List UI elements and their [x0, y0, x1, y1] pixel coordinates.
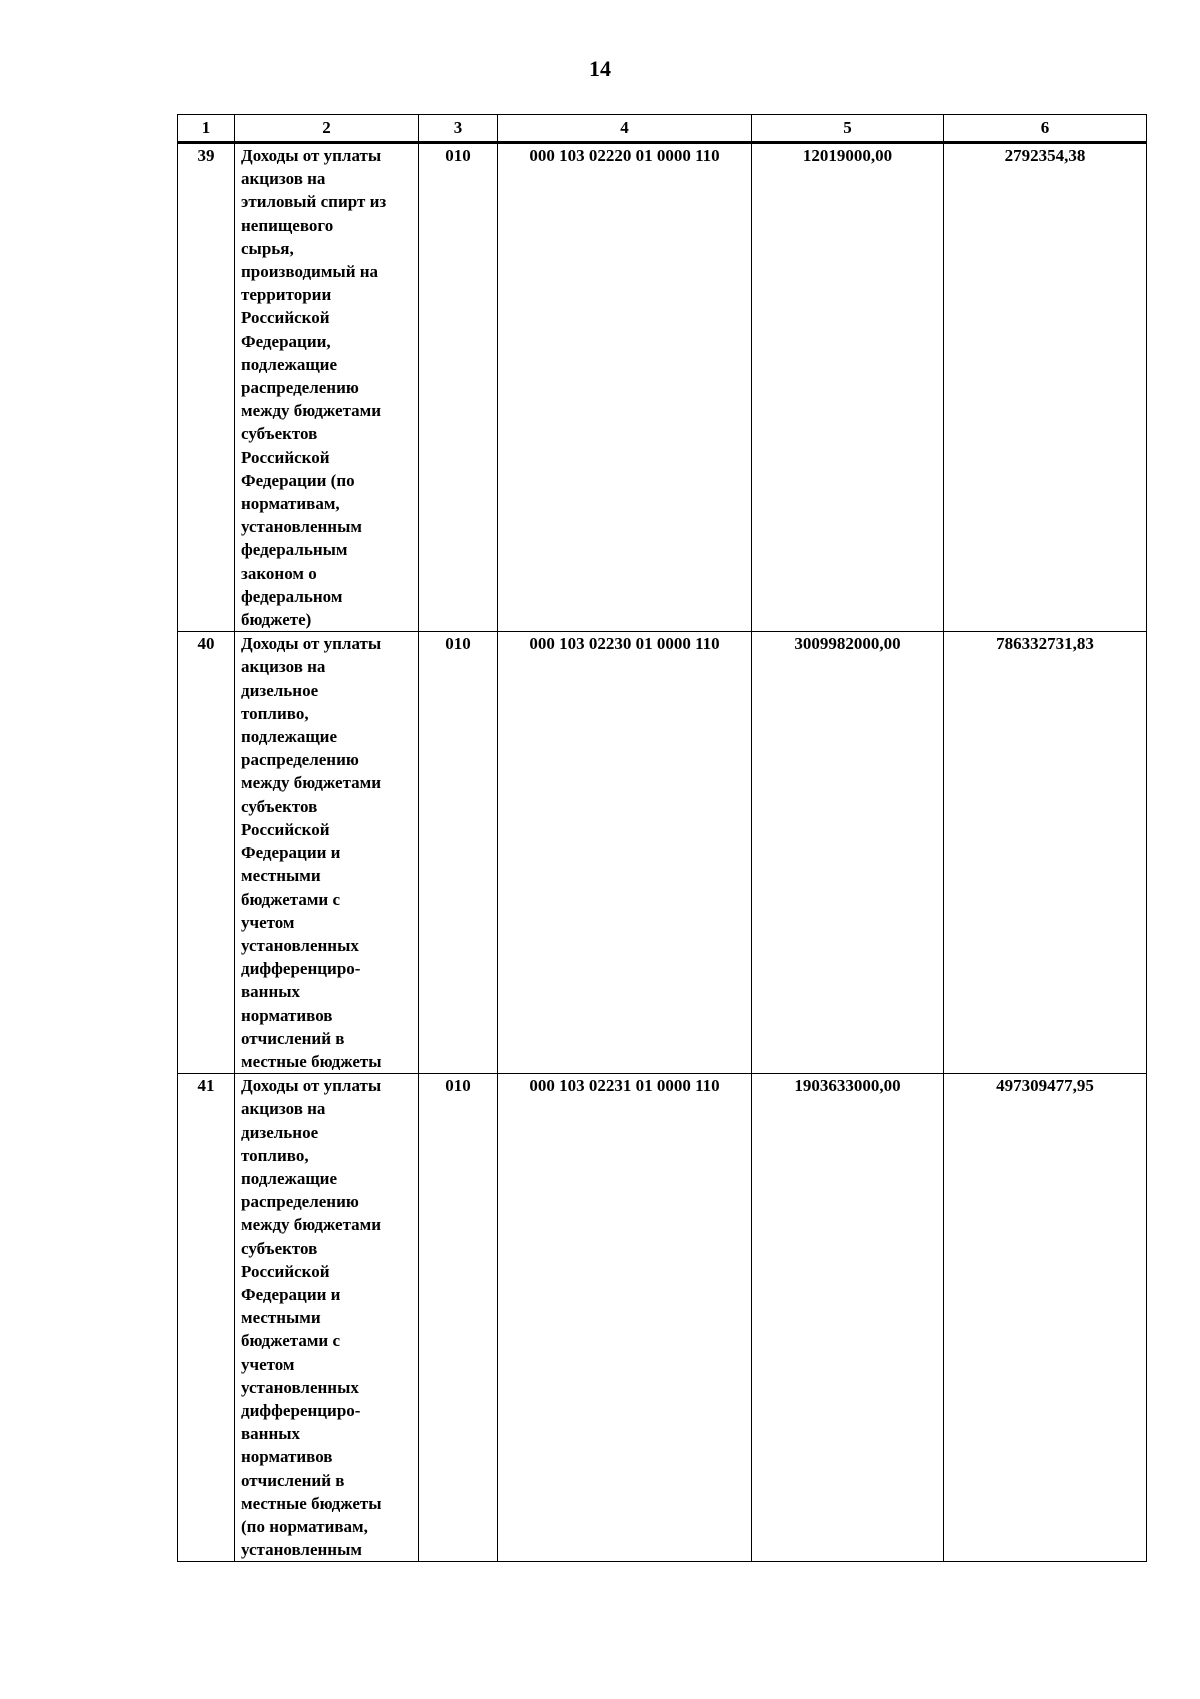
description-line: установленных: [241, 935, 359, 955]
description-line: подлежащие: [241, 1168, 338, 1188]
description-line: местные бюджеты: [241, 1051, 382, 1071]
column-header-6: 6: [944, 115, 1147, 143]
row-number: 39: [178, 143, 235, 632]
row-classification-code: 000 103 02230 01 0000 110: [498, 632, 752, 1074]
description-line: установленных: [241, 1377, 359, 1397]
row-classification-code: 000 103 02231 01 0000 110: [498, 1074, 752, 1562]
description-line: Федерации (по: [241, 470, 355, 490]
description-line: бюджете): [241, 610, 312, 630]
table-row: [178, 1074, 1147, 1562]
description-line: территории: [241, 285, 332, 305]
description-line: нормативов: [241, 1005, 333, 1025]
description-line: акцизов на: [241, 1099, 326, 1119]
description-line: учетом: [241, 1354, 295, 1374]
description-line: этиловый спирт из: [241, 192, 387, 212]
row-description: [235, 632, 419, 1074]
description-line: законом о: [241, 563, 317, 583]
row-amount-col6: 497309477,95: [944, 1074, 1147, 1562]
row-description: [235, 1074, 419, 1562]
description-line: подлежащие: [241, 727, 338, 747]
description-line: акцизов на: [241, 657, 326, 677]
description-line: дифференциро-: [241, 959, 361, 979]
description-line: акцизов на: [241, 169, 326, 189]
page-number: 14: [589, 56, 611, 81]
description-line: топливо,: [241, 1145, 309, 1165]
description-line: дизельное: [241, 680, 319, 700]
row-col3-code: 010: [419, 1074, 498, 1562]
description-line: топливо,: [241, 703, 309, 723]
description-line: ванных: [241, 1424, 301, 1444]
description-line: распределению: [241, 378, 359, 398]
description-line: федеральном: [241, 586, 343, 606]
description-line: Доходы от уплаты: [241, 634, 382, 654]
description-line: производимый на: [241, 262, 379, 282]
row-classification-code: 000 103 02220 01 0000 110: [498, 143, 752, 632]
header-row: [178, 115, 1147, 143]
description-line: установленным: [241, 517, 362, 537]
description-line: Доходы от уплаты: [241, 1076, 382, 1096]
description-line: субъектов: [241, 796, 318, 816]
description-line: ванных: [241, 982, 301, 1002]
column-header-4: 4: [498, 115, 752, 143]
description-line: Доходы от уплаты: [241, 146, 382, 165]
column-header-3: 3: [419, 115, 498, 143]
description-line: (по нормативам,: [241, 1516, 368, 1536]
description-line: субъектов: [241, 1238, 318, 1258]
description-line: нормативам,: [241, 494, 340, 514]
description-line: Федерации и: [241, 843, 341, 863]
description-line: между бюджетами: [241, 1215, 382, 1235]
description-line: установленным: [241, 1540, 362, 1560]
row-amount-col6: 2792354,38: [944, 143, 1147, 632]
description-line: отчислений в: [241, 1028, 345, 1048]
description-line: отчислений в: [241, 1470, 345, 1490]
description-line: подлежащие: [241, 354, 338, 374]
description-line: Российской: [241, 819, 330, 839]
description-line: дизельное: [241, 1122, 319, 1142]
description-line: местные бюджеты: [241, 1493, 382, 1513]
description-line: Российской: [241, 1261, 330, 1281]
description-line: между бюджетами: [241, 401, 382, 421]
description-line: субъектов: [241, 424, 318, 444]
description-line: дифференциро-: [241, 1400, 361, 1420]
column-header-1: 1: [178, 115, 235, 143]
column-header-5: 5: [752, 115, 944, 143]
column-header-2: 2: [235, 115, 419, 143]
row-amount-col5: 1903633000,00: [752, 1074, 944, 1562]
description-line: распределению: [241, 750, 359, 770]
description-line: непищевого: [241, 215, 334, 235]
row-number: 40: [178, 632, 235, 1074]
description-line: местными: [241, 866, 321, 886]
description-line: местными: [241, 1308, 321, 1328]
description-line: Российской: [241, 447, 330, 467]
row-amount-col6: 786332731,83: [944, 632, 1147, 1074]
description-line: бюджетами с: [241, 1331, 340, 1351]
description-line: Федерации и: [241, 1284, 341, 1304]
description-line: между бюджетами: [241, 773, 382, 793]
description-line: Федерации,: [241, 331, 331, 351]
revenue-table: [177, 114, 1147, 1562]
description-line: сырья,: [241, 238, 294, 258]
row-amount-col5: 12019000,00: [752, 143, 944, 632]
table-row: [178, 632, 1147, 1074]
row-col3-code: 010: [419, 632, 498, 1074]
row-amount-col5: 3009982000,00: [752, 632, 944, 1074]
row-col3-code: 010: [419, 143, 498, 632]
description-line: распределению: [241, 1192, 359, 1212]
row-description: [235, 143, 419, 632]
description-line: учетом: [241, 912, 295, 932]
row-number: 41: [178, 1074, 235, 1562]
table-row: [178, 143, 1147, 632]
description-line: Российской: [241, 308, 330, 328]
description-line: федеральным: [241, 540, 348, 560]
description-line: бюджетами с: [241, 889, 340, 909]
description-line: нормативов: [241, 1447, 333, 1467]
